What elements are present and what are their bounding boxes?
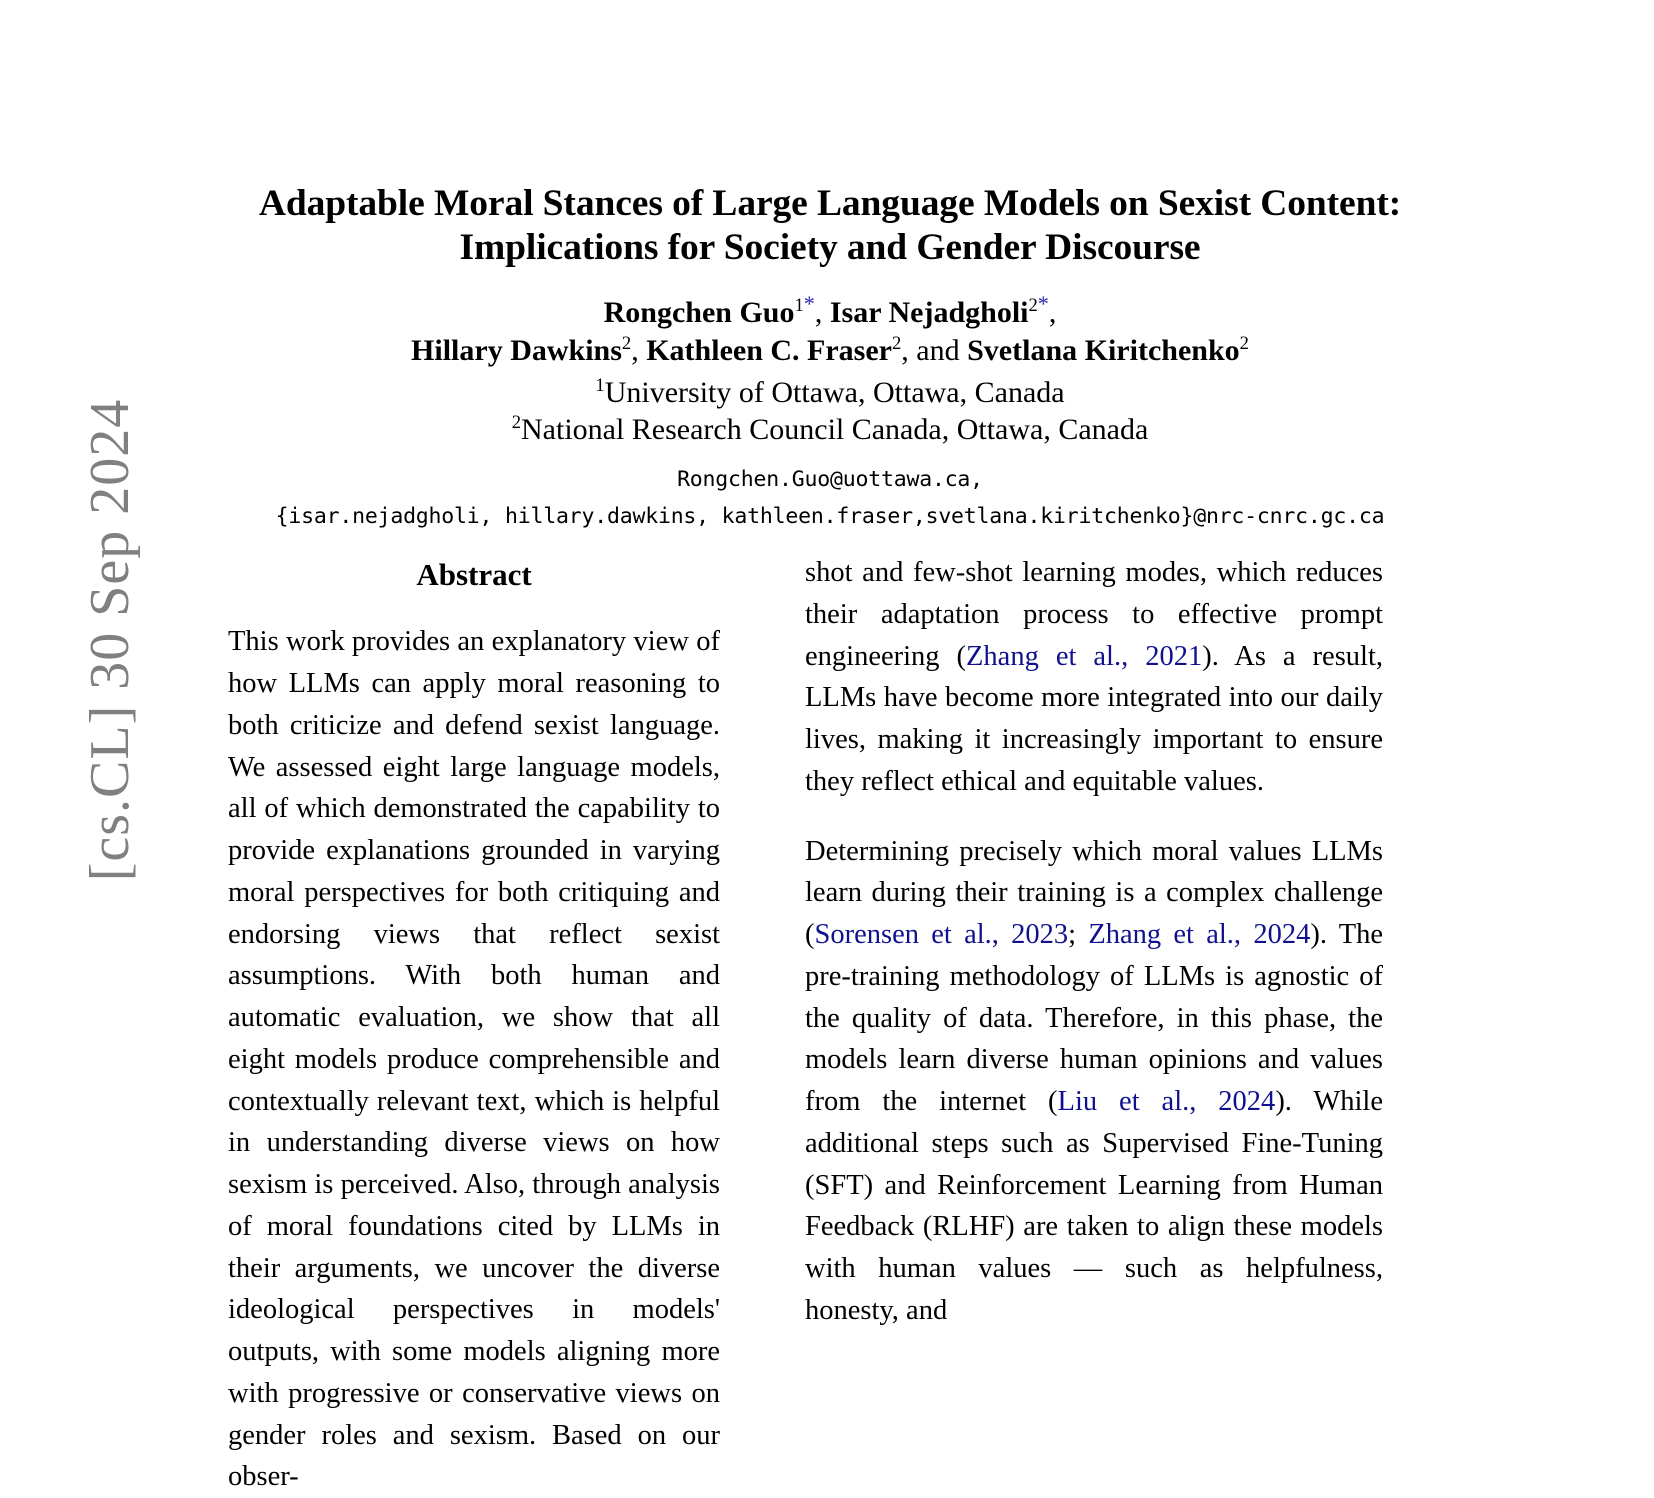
email-line-group[interactable]: {isar.nejadgholi, hillary.dawkins, kathleen.fraser,svetlana.kiritchenko}@nrc-cnrc.gc.ca <box>275 503 1385 529</box>
affiliation-marker: 2 <box>511 411 521 433</box>
title-line-2: Implications for Society and Gender Discourse <box>459 226 1201 268</box>
affiliation-list <box>190 374 1470 448</box>
paragraph-text: ). As a result, LLMs have become more integrated into our daily lives, making it increasingly important to ensure they reflect ethical and equitable values. <box>805 640 1383 797</box>
affiliation-item <box>190 374 1470 411</box>
abstract-text: This work provides an explanatory view of how LLMs can apply moral reasoning to both criticize and defend sexist language. We assessed eight large language models, all of which demonstrated the capability to provide explanations grounded in varying moral perspectives for both critiquing and endorsing views that reflect sexist assumptions. With both human and automatic evaluation, we show that all eight models produce comprehensible and contextually relevant text, which is helpful in understanding diverse views on how sexism is perceived. Also, through analysis of moral foundations cited by LLMs in their arguments, we uncover the diverse ideological perspectives in models' outputs, with some models aligning more with progressive or conservative views on gender roles and sexism. Based on our obser- <box>228 626 720 1493</box>
citation-link[interactable]: Liu et al., 2024 <box>1057 1086 1276 1117</box>
paragraph-text: shot and few-shot learning modes, which reduces their adaptation process to effective prompt engineering ( <box>805 557 1383 672</box>
author-name: Rongchen Guo <box>603 296 795 329</box>
author-affiliation-marker: 2 <box>621 332 632 354</box>
intro-paragraph-1 <box>805 552 1383 803</box>
author-separator: , <box>1048 296 1057 329</box>
two-column-body <box>0 552 1654 1493</box>
author-footnote-star[interactable]: * <box>1037 291 1049 316</box>
paragraph-text: Determining precisely which moral values LLMs learn during their training is a complex challenge ( <box>805 835 1383 950</box>
paragraph-text: ; <box>1068 919 1089 950</box>
author-name: Kathleen C. Fraser <box>646 333 892 367</box>
affiliation-item <box>190 411 1470 448</box>
author-name: Svetlana Kiritchenko <box>967 333 1240 367</box>
author-footnote-star[interactable]: * <box>803 291 815 316</box>
author-list <box>190 290 1470 370</box>
citation-link[interactable]: Zhang et al., 2021 <box>966 640 1203 672</box>
citation-link[interactable]: Zhang et al., 2024 <box>1088 919 1311 950</box>
paragraph-text: ). While additional steps such as Supervised Fine-Tuning (SFT) and Reinforcement Learning from Human Feedback (RLHF) are taken to align these models with human values — such as helpfulness, honesty, and <box>805 1086 1383 1326</box>
affiliation-text: National Research Council Canada, Ottawa, Canada <box>521 412 1149 446</box>
arxiv-vertical-stamp: [cs.CL] 30 Sep 2024 <box>79 398 141 882</box>
author-separator: , <box>901 333 917 367</box>
right-column <box>805 552 1383 1332</box>
citation-link[interactable]: Sorensen et al., 2023 <box>814 919 1069 950</box>
author-name: Isar Nejadgholi <box>829 296 1029 329</box>
author-affiliation-marker: 1 <box>794 295 804 316</box>
author-separator: , <box>631 333 647 367</box>
left-column <box>228 552 720 1498</box>
author-separator: , <box>814 296 823 329</box>
paragraph-text: ). The pre-training methodology of LLMs is agnostic of the quality of data. Therefore, in this phase, the models learn diverse human opinions and values from the internet ( <box>805 919 1383 1117</box>
page-title <box>190 182 1470 269</box>
affiliation-marker: 1 <box>595 374 605 396</box>
author-conjunction: and <box>916 333 960 367</box>
email-block <box>190 462 1470 536</box>
title-line-1: Adaptable Moral Stances of Large Language Models on Sexist Content: <box>258 183 1402 224</box>
title-block <box>190 182 1470 536</box>
author-name: Hillary Dawkins <box>411 333 622 367</box>
author-line-2 <box>190 332 1470 370</box>
author-line-1 <box>190 290 1470 332</box>
author-affiliation-marker: 2 <box>892 332 902 354</box>
affiliation-text: University of Ottawa, Ottawa, Canada <box>604 375 1065 409</box>
author-affiliation-marker: 2 <box>1028 295 1038 316</box>
intro-paragraph-2 <box>805 831 1383 1332</box>
author-affiliation-marker: 2 <box>1239 332 1249 354</box>
email-line-primary[interactable]: Rongchen.Guo@uottawa.ca, <box>677 466 983 492</box>
abstract-heading: Abstract <box>416 557 532 592</box>
